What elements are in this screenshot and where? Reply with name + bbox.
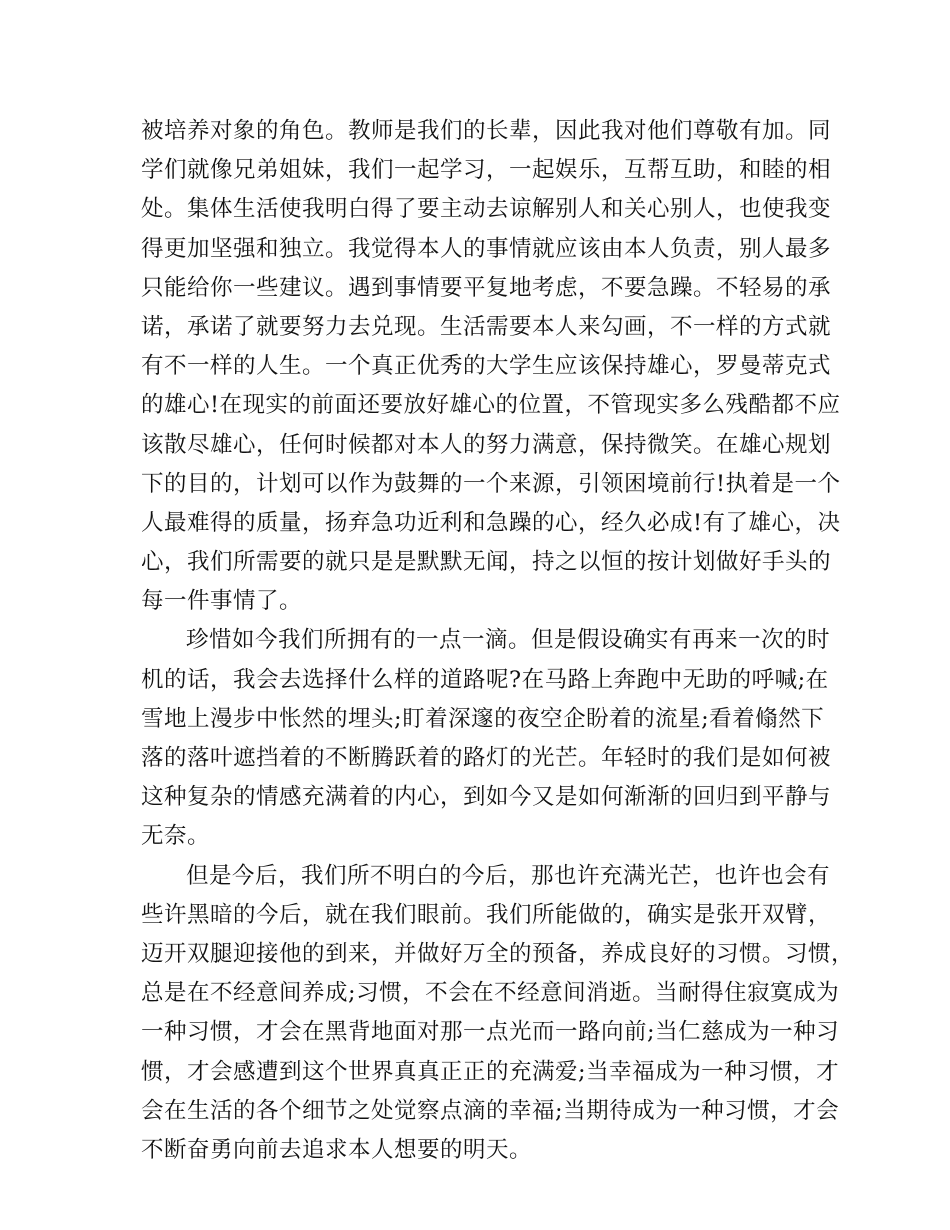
text-line: 学们就像兄弟姐妹，我们一起学习，一起娱乐，互帮互助，和睦的相: [141, 157, 832, 184]
text-line: 每一件事情了。: [141, 588, 303, 615]
document-body: [141, 112, 855, 1170]
text-line: 这种复杂的情感充满着的内心，到如今又是如何渐渐的回归到平静与: [141, 784, 832, 811]
text-line: 惯，才会感遭到这个世界真真正正的充满爱;当幸福成为一种习惯，才: [141, 1058, 840, 1085]
text-line: 的雄心!在现实的前面还要放好雄心的位置，不管现实多么残酷都不应: [141, 392, 841, 419]
text-line: 有不一样的人生。一个真正优秀的大学生应该保持雄心，罗曼蒂克式: [141, 353, 832, 380]
paragraph-3: [141, 857, 855, 1171]
text-line: 处。集体生活使我明白得了要主动去谅解别人和关心别人，也使我变: [141, 196, 832, 223]
text-line: 被培养对象的角色。教师是我们的长辈，因此我对他们尊敬有加。同: [141, 118, 832, 144]
text-line: 机的话，我会去选择什么样的道路呢?在马路上奔跑中无助的呼喊;在: [141, 666, 829, 693]
text-line: 迈开双腿迎接他的到来，并做好万全的预备，养成良好的习惯。习惯，: [141, 940, 855, 967]
text-line: 总是在不经意间养成;习惯，不会在不经意间消逝。当耐得住寂寞成为: [141, 980, 840, 1007]
text-line: 心，我们所需要的就只是是默默无闻，持之以恒的按计划做好手头的: [141, 549, 832, 576]
text-line: 珍惜如今我们所拥有的一点一滴。但是假设确实有再来一次的时: [186, 627, 831, 654]
text-line: 落的落叶遮挡着的不断腾跃着的路灯的光芒。年轻时的我们是如何被: [141, 745, 832, 771]
text-line: 只能给你一些建议。遇到事情要平复地考虑，不要急躁。不轻易的承: [141, 274, 832, 301]
text-line: 诺，承诺了就要努力去兑现。生活需要本人来勾画，不一样的方式就: [141, 313, 832, 340]
text-line: 些许黑暗的今后，就在我们眼前。我们所能做的，确实是张开双臂，: [141, 901, 832, 928]
paragraph-1: [141, 112, 841, 621]
text-line: 雪地上漫步中怅然的埋头;盯着深邃的夜空企盼着的流星;看着翛然下: [141, 705, 825, 732]
text-line: 不断奋勇向前去追求本人想要的明天。: [141, 1136, 533, 1163]
paragraph-2: [141, 621, 832, 856]
text-line: 该散尽雄心，任何时候都对本人的努力满意，保持微笑。在雄心规划: [141, 431, 832, 458]
text-line: 下的目的，计划可以作为鼓舞的一个来源，引领困境前行!执着是一个: [141, 470, 841, 497]
text-line: 一种习惯，才会在黑背地面对那一点光而一路向前;当仁慈成为一种习: [141, 1019, 840, 1046]
text-line: 得更加坚强和独立。我觉得本人的事情就应该由本人负责，别人最多: [141, 235, 832, 262]
text-line: 会在生活的各个细节之处觉察点滴的幸福;当期待成为一种习惯，才会: [141, 1097, 840, 1124]
text-line: 但是今后，我们所不明白的今后，那也许充满光芒，也许也会有: [186, 862, 831, 889]
text-line: 人最难得的质量，扬弃急功近利和急躁的心，经久必成!有了雄心，决: [141, 509, 841, 536]
text-line: 无奈。: [141, 823, 211, 850]
